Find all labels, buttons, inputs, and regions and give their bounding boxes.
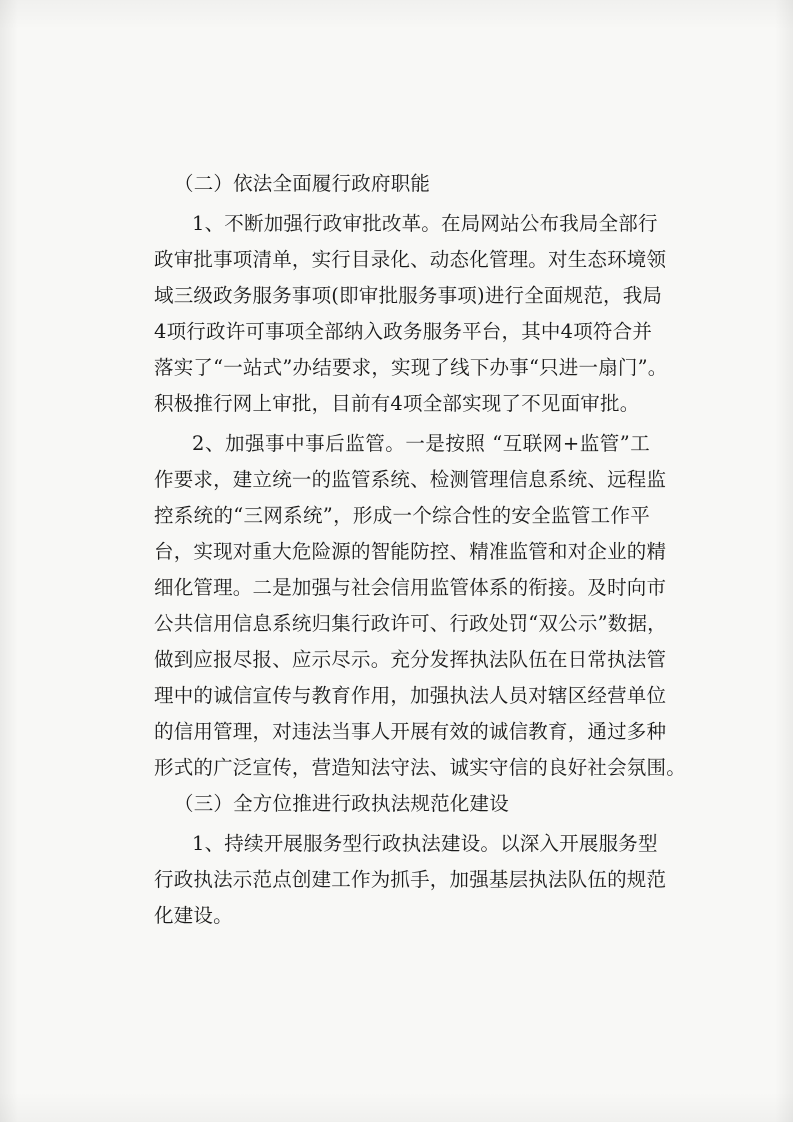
text-line: 台，实现对重大危险源的智能防控、精准监管和对企业的精 — [154, 540, 667, 563]
section-heading-3: （三）全方位推进行政执法规范化建设 — [174, 792, 509, 815]
text-line: 理中的诚信宣传与教育作用，加强执法人员对辖区经营单位 — [154, 684, 667, 707]
text-line: 积极推行网上审批，目前有4项全部实现了不见面审批。 — [154, 392, 640, 415]
text-line: 落实了“一站式”办结要求，实现了线下办事“只进一扇门”。 — [154, 356, 668, 379]
document-content — [154, 166, 686, 934]
text-line: 做到应报尽报、应示尽示。充分发挥执法队伍在日常执法管 — [154, 648, 667, 671]
text-line: 域三级政务服务事项(即审批服务事项)进行全面规范，我局 — [154, 284, 663, 307]
text-line: 4项行政许可事项全部纳入政务服务平台，其中4项符合并 — [154, 320, 653, 343]
section-heading-2: （二）依法全面履行政府职能 — [174, 172, 431, 195]
text-line: 控系统的“三网系统”，形成一个综合性的安全监管工作平 — [154, 504, 650, 527]
text-line: 2、加强事中事后监管。一是按照 “互联网+监管”工 — [192, 432, 650, 455]
text-line: 的信用管理，对违法当事人开展有效的诚信教育，通过多种 — [154, 720, 667, 743]
text-line: 公共信用信息系统归集行政许可、行政处罚“双公示”数据， — [154, 612, 667, 635]
paragraph-administrative-approval-reform — [154, 206, 668, 422]
paragraph-service-oriented-enforcement — [154, 826, 667, 934]
text-line: 化建设。 — [154, 904, 233, 927]
text-line: 1、持续开展服务型行政执法建设。以深入开展服务型 — [192, 832, 658, 855]
text-line: 政审批事项清单，实行目录化、动态化管理。对生态环境领 — [154, 248, 667, 271]
text-line: 形式的广泛宣传，营造知法守法、诚实守信的良好社会氛围。 — [154, 756, 686, 779]
text-line: 1、不断加强行政审批改革。在局网站公布我局全部行 — [192, 212, 658, 235]
text-line: 行政执法示范点创建工作为抓手，加强基层执法队伍的规范 — [154, 868, 667, 891]
text-line: 细化管理。二是加强与社会信用监管体系的衔接。及时向市 — [154, 576, 667, 599]
text-line: 作要求，建立统一的监管系统、检测管理信息系统、远程监 — [154, 468, 667, 491]
paragraph-supervision — [154, 426, 686, 786]
